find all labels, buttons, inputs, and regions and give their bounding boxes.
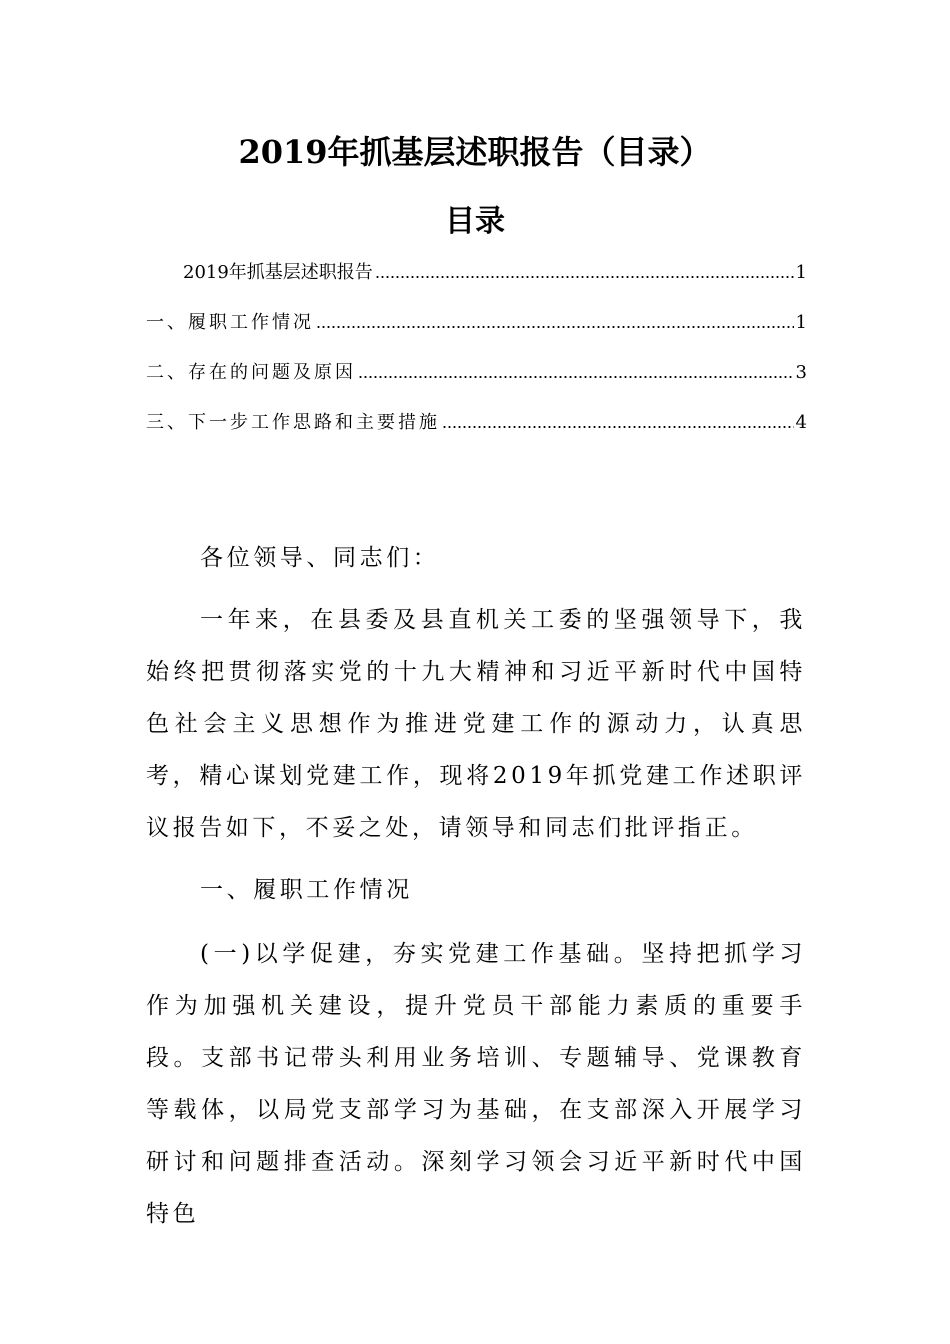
section-paragraph: (一)以学促建，夯实党建工作基础。坚持把抓学习作为加强机关建设，提升党员干部能力素质的重要手段。支部书记带头利用业务培训、专题辅导、党课教育等载体，以局党支部学习为基础，在支部深入开展学习研讨和问题排查活动。深刻学习领会习近平新时代中国特色	[146, 941, 806, 1227]
toc-page-number: 3	[795, 362, 807, 383]
toc-entry-section-1[interactable]	[146, 306, 807, 336]
toc-dot-leader	[358, 375, 794, 379]
toc-dot-leader	[375, 275, 794, 279]
section-heading: 一、履职工作情况	[200, 877, 413, 903]
toc-dot-leader	[316, 325, 794, 329]
toc-entry-text: 2019年抓基层述职报告	[183, 262, 373, 283]
toc-dot-leader	[442, 425, 794, 429]
toc-entry-text: 三、下一步工作思路和主要措施	[146, 412, 440, 433]
toc-entry-section-2[interactable]	[146, 356, 807, 386]
greeting-paragraph: 各位领导、同志们：	[200, 545, 440, 571]
document-body	[146, 532, 806, 1240]
intro-paragraph: 一年来，在县委及县直机关工委的坚强领导下，我始终把贯彻落实党的十九大精神和习近平新时代中国特色社会主义思想作为推进党建工作的源动力，认真思考，精心谋划党建工作，现将2019年抓党建工作述职评议报告如下，不妥之处，请领导和同志们批评指正。	[146, 607, 806, 841]
toc-entry-text: 二、存在的问题及原因	[146, 362, 356, 383]
toc-page-number: 1	[795, 262, 807, 283]
toc-page-number: 4	[795, 412, 807, 433]
toc-entry-section-3[interactable]	[146, 406, 807, 436]
toc-entry-report[interactable]	[183, 256, 807, 286]
table-of-contents	[0, 0, 950, 440]
toc-heading: 目录	[445, 204, 505, 239]
toc-entry-text: 一、履职工作情况	[146, 312, 314, 333]
toc-page-number: 1	[795, 312, 807, 333]
document-title: 2019年抓基层述职报告（目录）	[238, 133, 712, 171]
